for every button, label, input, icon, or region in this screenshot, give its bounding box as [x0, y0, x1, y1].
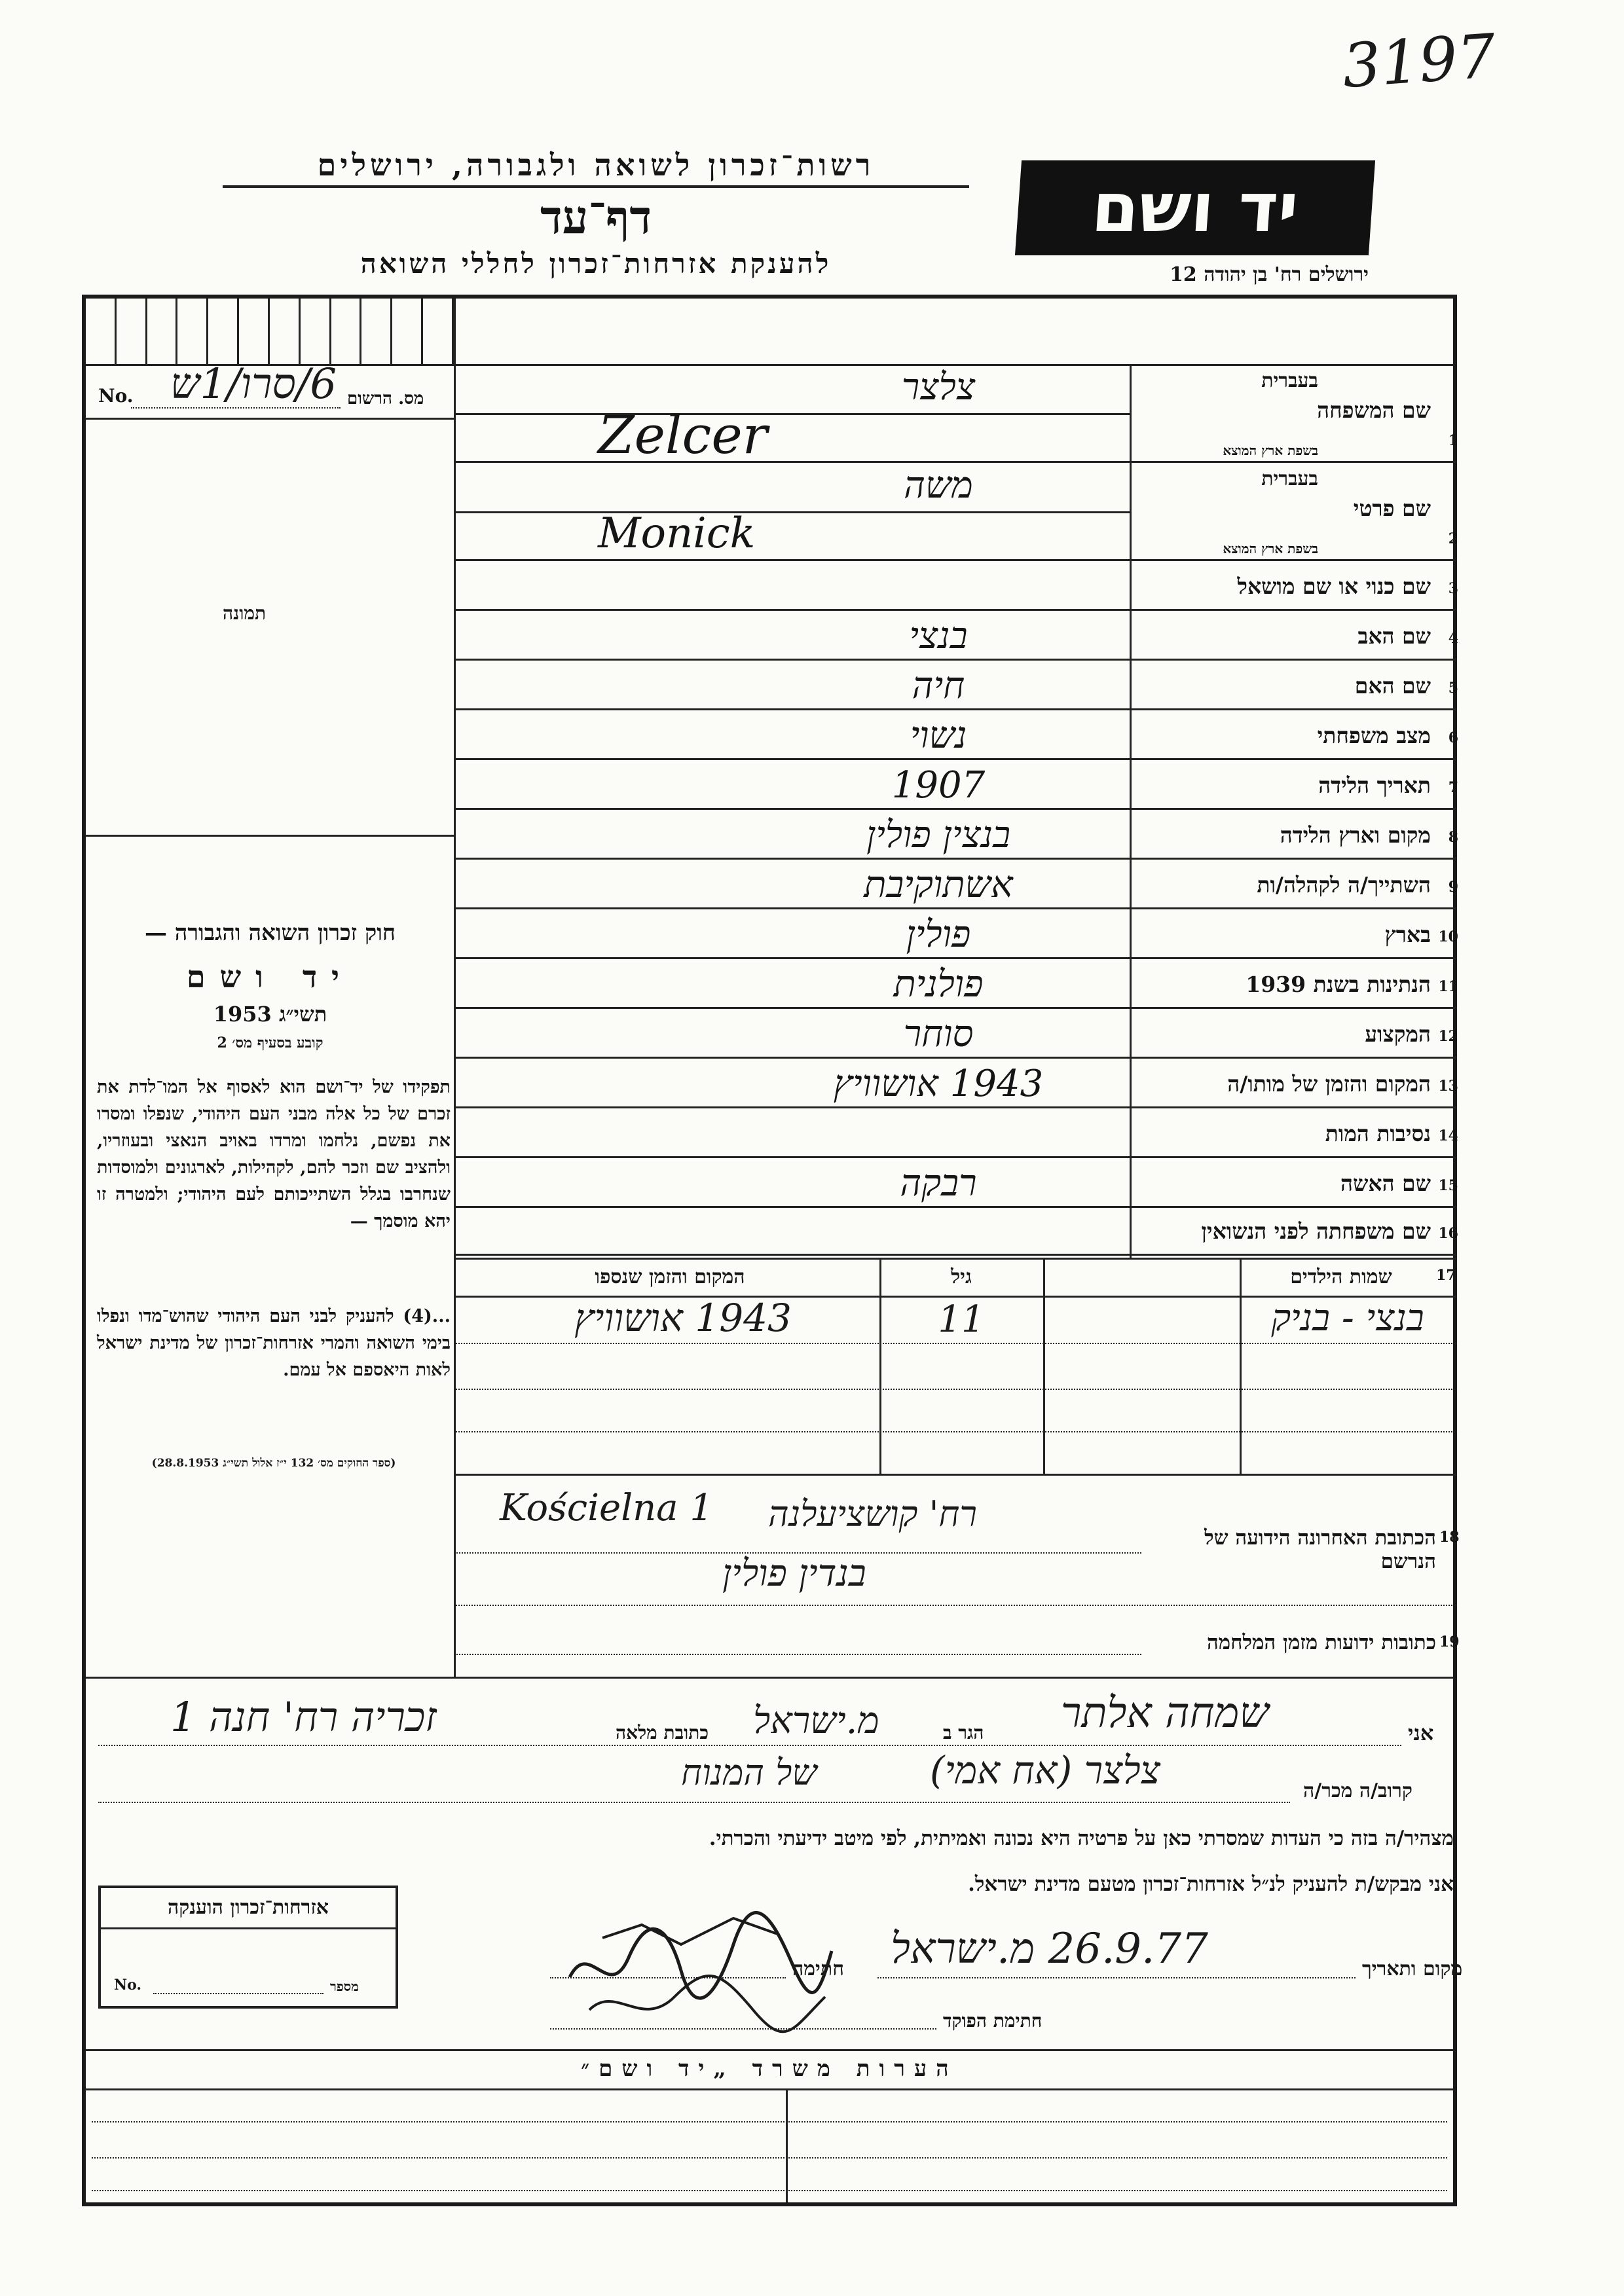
field-label: נסיבות המות [1325, 1121, 1431, 1146]
field-label: שם פרטי [1353, 496, 1431, 521]
field-sublabel-origin: בשפת ארץ המוצא [1223, 541, 1318, 556]
field-label: מצב משפחתי [1317, 723, 1431, 748]
citizenship-box-line [153, 1993, 323, 1994]
yad-vashem-logo [1015, 160, 1375, 255]
children-row-line [454, 1389, 1457, 1390]
field-number: 5 [1448, 680, 1458, 697]
citizenship-box-number-label: מספר [330, 1978, 359, 1994]
office-notes-line [92, 2157, 1447, 2159]
field-value: אשתוקיבת [864, 864, 1013, 906]
last-address-city: בנדין פולין [722, 1552, 866, 1595]
address-line [454, 1654, 1141, 1655]
registration-row-bottom [86, 418, 454, 420]
field-number: 4 [1448, 630, 1458, 647]
field-number: 14 [1438, 1127, 1458, 1144]
citizenship-box-title: אזרחות־זכרון הוענקה [167, 1896, 329, 1919]
field-number: 7 [1448, 779, 1458, 796]
field-sublabel-hebrew: בעברית [1261, 467, 1318, 490]
decl-ani: אני [1408, 1721, 1434, 1745]
field-row [454, 560, 1457, 610]
children-col-divider-2 [879, 1258, 881, 1474]
place-date-label: מקום ותאריך [1362, 1958, 1463, 1980]
field-number: 12 [1438, 1028, 1458, 1045]
field-row [454, 364, 1458, 465]
address-section-bottom [86, 1677, 1453, 1679]
decl-of-deceased: של המנוח [681, 1752, 817, 1793]
field-number: 15 [1438, 1177, 1458, 1194]
decl-statement-1: מצהיר/ה בזה כי העדות שמסרתי כאן על פרטיה היא נכונה ואמיתית, לפי מיטב ידיעתי והכרתי. [709, 1827, 1454, 1850]
children-row-line [454, 1343, 1457, 1344]
field-value: חיה [912, 665, 965, 707]
field-midline [454, 413, 1130, 415]
field-row [454, 1157, 1457, 1207]
decl-statement-2: אני מבקש/ת להעניק לנ״ל אזרחות־זכרון מטעם מדינת ישראל. [968, 1872, 1454, 1896]
child-age: 11 [938, 1298, 985, 1341]
law-paragraph-2: ...(4) להעניק לבני העם היהודי שהוש־מדו ונפלו בימי השואה והמרי אזרחות־זכרון של מדינת ישראל לאות היאספם אל עמם. [97, 1306, 451, 1380]
field-number: 8 [1448, 829, 1458, 846]
field-number: 1 [1448, 432, 1458, 449]
law-section: קובע בסעיף מס׳ 2 [217, 1034, 323, 1051]
field-label: בארץ [1384, 922, 1431, 947]
last-address-label: הכתובת האחרונה הידועה של הנרשם [1204, 1526, 1436, 1573]
field-value-latin: Zelcer [598, 405, 767, 465]
decl-residing-value: מ.ישראל [753, 1700, 879, 1742]
place-date-value: 26.9.77 מ.ישראל [891, 1925, 1208, 1973]
field-value-latin: Monick [598, 509, 756, 558]
field-value: בנצי [909, 615, 968, 657]
field-number: 16 [1438, 1225, 1458, 1242]
field-number: 2 [1448, 530, 1458, 547]
children-header-place: המקום והזמן שנספו [595, 1266, 745, 1288]
war-address-label: כתובות ידועות מזמן המלחמה [1206, 1631, 1436, 1654]
children-col-divider-3 [1043, 1258, 1045, 1474]
office-notes-header-line [86, 2088, 1453, 2090]
decl-line-2 [98, 1802, 1290, 1803]
field-row [454, 660, 1457, 710]
registration-label: מס. הרשום [347, 389, 424, 409]
field-number: 13 [1438, 1078, 1458, 1095]
child-place: 1943 אושוויץ [574, 1296, 792, 1340]
field-row [454, 1207, 1457, 1255]
field-number: 6 [1448, 729, 1458, 746]
field-number: 9 [1448, 879, 1458, 896]
address-line [454, 1605, 1457, 1606]
field-label: שם כנוי או שם מושאל [1237, 574, 1431, 599]
registration-value: 6/סרו/1ש [170, 360, 337, 409]
form-subtitle: להענקת אזרחות־זכרון לחללי השואה [360, 247, 832, 280]
children-row-number: 17 [1436, 1267, 1456, 1284]
field-sublabel-origin: בשפת ארץ המוצא [1223, 443, 1318, 458]
field-label: תאריך הלידה [1318, 773, 1431, 798]
citizenship-box-no: No. [114, 1977, 142, 1994]
field-row [454, 610, 1457, 660]
field-label: שם המשפחה [1317, 397, 1431, 423]
field-label: המקום והזמן של מותו/ה [1227, 1071, 1431, 1097]
field-row [454, 1058, 1457, 1108]
field-row [454, 1008, 1457, 1058]
field-value: נשוי [910, 714, 967, 757]
field-row [454, 462, 1457, 560]
photo-area-bottom [86, 835, 454, 837]
field-value: רבקה [900, 1162, 977, 1205]
officer-signature-label: חתימת הפוקד [943, 2010, 1043, 2032]
field-row [454, 909, 1457, 958]
field-label: שם האשה [1340, 1171, 1431, 1196]
authority-line: רשות־זכרון לשואה ולגבורה, ירושלים [223, 147, 969, 188]
signature-scribble [563, 1899, 838, 2043]
children-header-names: שמות הילדים [1290, 1266, 1392, 1288]
last-address-number: 18 [1439, 1529, 1460, 1546]
field-row [454, 1108, 1457, 1157]
address-section [454, 1474, 1460, 1677]
field-number: 10 [1438, 928, 1458, 945]
field-label: השתייך/ה לקהלה/ות [1257, 872, 1431, 898]
field-value: 1907 [891, 764, 986, 807]
field-row-line [454, 1254, 1457, 1256]
child-name: בנצי - בניק [1271, 1297, 1424, 1339]
citizenship-box-divider [101, 1927, 396, 1929]
decl-full-address-value: זכריה רח' חנה 1 [170, 1693, 437, 1741]
photo-label: תמונה [223, 602, 267, 624]
field-number: 11 [1438, 978, 1458, 995]
office-notes-title: הערות משרד „יד ושם״ [581, 2056, 958, 2082]
field-row [454, 759, 1457, 809]
field-label: שם משפחתה לפני הנשואין [1201, 1218, 1431, 1244]
children-header-age: גיל [951, 1266, 972, 1288]
office-notes-line [92, 2190, 1447, 2191]
field-value: צלצר [901, 366, 976, 409]
field-value: משה [904, 464, 973, 507]
last-address-value-hebrew: רח' קושציעלנה [768, 1493, 977, 1535]
citizenship-box [98, 1886, 398, 2009]
field-value: פולין [906, 913, 971, 956]
field-label: שם האב [1357, 623, 1431, 649]
decl-full-address-label: כתובת מלאה [616, 1722, 709, 1743]
fields-list [454, 364, 1457, 1258]
law-paragraph-1: תפקידו של יד־ושם הוא לאסוף אל המו־לדת את זכרם של כל אלה מבני העם היהודי, שנפלו ומסרו את נפשם, נלחמו ומרדו באויב הנאצי ובעוזריו, ולהציב שם וזכר להם, לקהילות, לארגונים ולמוסדות שנחרבו בגלל השתייכותם לעם היהודי; ולמטרה זו יהא מוסמך — [97, 1077, 451, 1231]
field-label: שם האם [1354, 673, 1431, 699]
field-row [454, 859, 1457, 909]
field-value: פולנית [893, 963, 984, 1006]
logo-text: יד ושם [1089, 168, 1301, 247]
field-row [454, 958, 1457, 1008]
archive-number: 3197 [1340, 20, 1498, 102]
field-value: בנצין פולין [866, 814, 1011, 856]
decl-relation-label: קרוב/ה מכר/ה [1303, 1779, 1412, 1802]
code-boxes [86, 299, 454, 364]
office-notes-divider [786, 2088, 788, 2202]
law-citation: (ספר החוקים מס׳ 132 י״ז אלול תשי״ג 28.8.1953) [151, 1457, 396, 1470]
field-label: המקצוע [1365, 1021, 1431, 1047]
field-midline [454, 511, 1130, 513]
decl-line-1 [98, 1745, 1401, 1746]
signature-label: חתימה [792, 1958, 844, 1980]
field-row [454, 710, 1457, 759]
field-value: 1943 אושוויץ [833, 1063, 1044, 1105]
decl-residing-label: הגר ב [943, 1722, 984, 1743]
war-address-number: 19 [1439, 1633, 1460, 1650]
law-year: תשי״ג 1953 [213, 1002, 327, 1027]
field-sublabel-hebrew: בעברית [1261, 369, 1318, 392]
children-col-divider-1 [1240, 1258, 1242, 1474]
office-notes-top [86, 2049, 1453, 2051]
field-row [454, 809, 1457, 859]
place-date-line [877, 1977, 1356, 1978]
decl-relation-value: צלצר (אח אמי) [930, 1748, 1161, 1793]
field-number: 3 [1448, 580, 1458, 597]
law-title: חוק זכרון השואה והגבורה — [144, 920, 396, 946]
field-label: מקום וארץ הלידה [1280, 822, 1431, 848]
decl-name-value: שמחה אלתר [1061, 1689, 1269, 1738]
last-address-value-latin: Kościelna 1 [500, 1487, 713, 1529]
law-name: יד ושם [186, 959, 354, 994]
form-title: דף־עד [540, 190, 652, 244]
office-notes-line [92, 2121, 1447, 2123]
children-row-line [454, 1431, 1457, 1432]
field-label: הנתינות בשנת 1939 [1246, 972, 1431, 997]
field-value: סוחר [903, 1013, 974, 1055]
children-table [454, 1258, 1457, 1480]
registration-no-label: No. [98, 385, 134, 407]
logo-address: ירושלים רח' בן יהודה 12 [1170, 263, 1369, 286]
